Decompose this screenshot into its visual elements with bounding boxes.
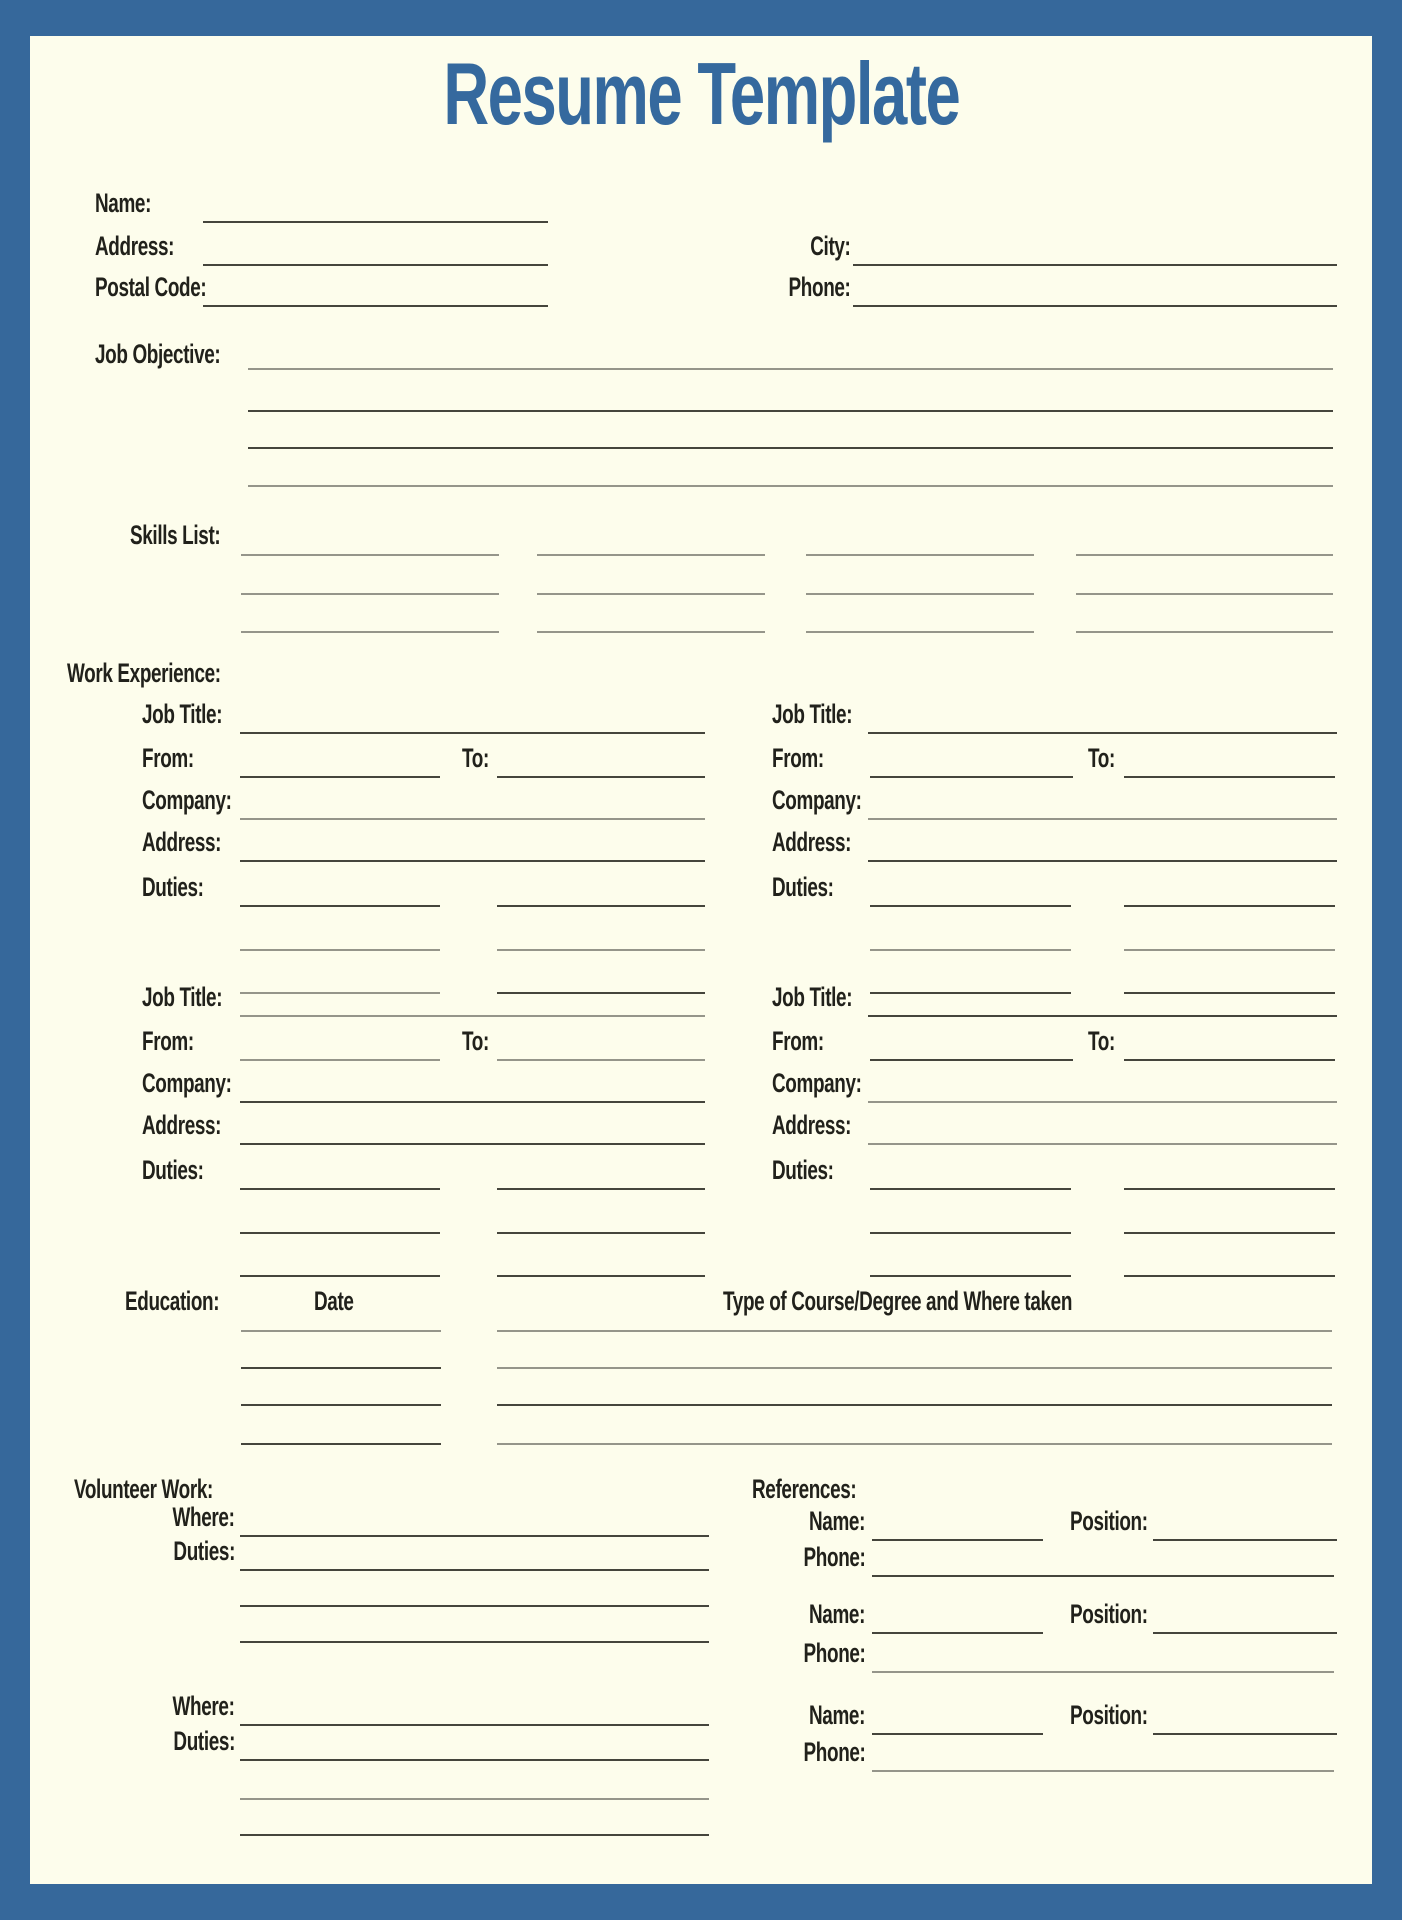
duties-label: Duties: [772,1155,834,1185]
duties-line [870,1275,1071,1277]
duties-line [1124,1232,1335,1234]
job-title-line [240,732,705,734]
skill-line [806,554,1034,556]
duties-line [240,1605,709,1607]
name-label: Name: [95,188,152,218]
job-title-line [868,1015,1337,1017]
ref-position-line [1153,1632,1337,1634]
skill-line [537,631,765,633]
volunteer-work-heading: Volunteer Work: [74,1474,213,1504]
company-line [868,1101,1337,1103]
page-title-text: Resume Template [443,44,959,143]
ref-position-label: Position: [1070,1506,1148,1536]
to-line [497,776,705,778]
ref-position-label: Position: [1070,1700,1148,1730]
phone-label: Phone: [788,272,850,302]
education-course-line [497,1330,1332,1332]
skill-line [806,631,1034,633]
ref-name-label: Name: [808,1506,865,1536]
education-date-line [241,1404,441,1406]
duties-line [240,1275,440,1277]
duties-line [240,1834,709,1836]
job-title-label: Job Title: [772,982,853,1012]
ref-position-line [1153,1539,1337,1541]
duties-line [240,1188,440,1190]
company-line [868,818,1337,820]
duties-line [870,905,1071,907]
ref-position-label: Position: [1070,1599,1148,1629]
education-label: Education: [125,1286,220,1316]
duties-line [240,949,440,951]
ref-name-line [872,1539,1043,1541]
duties-line [870,1188,1071,1190]
ref-phone-line [872,1770,1334,1772]
skill-line [806,593,1034,595]
city-line [853,264,1337,266]
name-line [203,221,548,223]
where-label: Where: [173,1691,235,1721]
to-line [1124,1059,1335,1061]
duties-line [497,905,705,907]
duties-line [1124,992,1335,994]
work-experience-heading: Work Experience: [67,658,221,688]
paper-sheet [30,36,1372,1884]
job-title-label: Job Title: [142,982,223,1012]
skill-line [1076,631,1333,633]
job-objective-line [248,485,1333,487]
from-label: From: [142,1026,194,1056]
duties-line [240,1759,709,1761]
ref-phone-label: Phone: [803,1737,865,1767]
duties-label: Duties: [173,1726,235,1756]
ref-phone-label: Phone: [803,1638,865,1668]
job-objective-line [248,410,1333,412]
references-heading: References: [752,1474,857,1504]
duties-line [870,992,1071,994]
duties-label: Duties: [772,872,834,902]
skill-line [241,554,499,556]
duties-line [240,992,440,994]
address-line [868,860,1337,862]
duties-line [240,1232,440,1234]
address-label: Address: [95,231,175,261]
education-date-line [241,1443,441,1445]
address-label: Address: [772,1110,852,1140]
duties-line [497,992,705,994]
from-line [870,776,1073,778]
ref-phone-label: Phone: [803,1542,865,1572]
skill-line [537,554,765,556]
company-label: Company: [772,785,862,815]
where-line [240,1535,709,1537]
duties-line [240,1798,709,1800]
duties-line [240,1569,709,1571]
duties-line [240,1641,709,1643]
address-label: Address: [142,1110,222,1140]
where-label: Where: [173,1502,235,1532]
address-label: Address: [142,827,222,857]
from-line [870,1059,1073,1061]
course-column-header: Type of Course/Degree and Where taken [723,1286,1073,1316]
to-label: To: [1088,1026,1115,1056]
skills-list-label: Skills List: [130,520,221,550]
company-label: Company: [772,1068,862,1098]
education-date-line [241,1367,441,1369]
company-line [240,818,705,820]
job-objective-line [248,368,1333,370]
to-line [497,1059,705,1061]
duties-line [870,949,1071,951]
duties-label: Duties: [173,1536,235,1566]
ref-name-line [872,1632,1043,1634]
duties-line [497,949,705,951]
duties-line [497,1275,705,1277]
job-title-line [868,732,1337,734]
skill-line [1076,554,1333,556]
to-line [1124,776,1335,778]
duties-line [1124,949,1335,951]
from-label: From: [772,1026,824,1056]
phone-line [853,305,1337,307]
duties-line [240,905,440,907]
from-line [240,1059,440,1061]
job-objective-line [248,447,1333,449]
company-line [240,1101,705,1103]
from-label: From: [142,743,194,773]
skill-line [241,631,499,633]
to-label: To: [462,743,489,773]
education-course-line [497,1367,1332,1369]
where-line [240,1724,709,1726]
ref-phone-line [872,1671,1334,1673]
job-title-line [240,1015,705,1017]
address-line [203,264,548,266]
duties-line [1124,1275,1335,1277]
address-line [240,860,705,862]
company-label: Company: [142,785,232,815]
duties-line [870,1232,1071,1234]
duties-line [1124,1188,1335,1190]
postal-code-label: Postal Code: [95,272,207,302]
ref-name-line [872,1733,1043,1735]
education-course-line [497,1404,1332,1406]
skill-line [537,593,765,595]
job-objective-label: Job Objective: [95,339,221,369]
duties-line [497,1188,705,1190]
city-label: City: [809,231,850,261]
from-line [240,776,440,778]
address-line [240,1143,705,1145]
duties-line [497,1232,705,1234]
duties-line [1124,905,1335,907]
ref-name-label: Name: [808,1599,865,1629]
to-label: To: [462,1026,489,1056]
postal-code-line [203,305,548,307]
ref-name-label: Name: [808,1700,865,1730]
from-label: From: [772,743,824,773]
address-line [868,1143,1337,1145]
education-date-line [241,1330,441,1332]
duties-label: Duties: [142,872,204,902]
duties-label: Duties: [142,1155,204,1185]
ref-position-line [1153,1733,1337,1735]
skill-line [1076,593,1333,595]
to-label: To: [1088,743,1115,773]
education-course-line [497,1443,1332,1445]
date-column-header: Date [314,1286,354,1316]
job-title-label: Job Title: [772,699,853,729]
address-label: Address: [772,827,852,857]
page-title [30,44,1372,143]
ref-phone-line [872,1575,1334,1577]
job-title-label: Job Title: [142,699,223,729]
skill-line [241,593,499,595]
company-label: Company: [142,1068,232,1098]
